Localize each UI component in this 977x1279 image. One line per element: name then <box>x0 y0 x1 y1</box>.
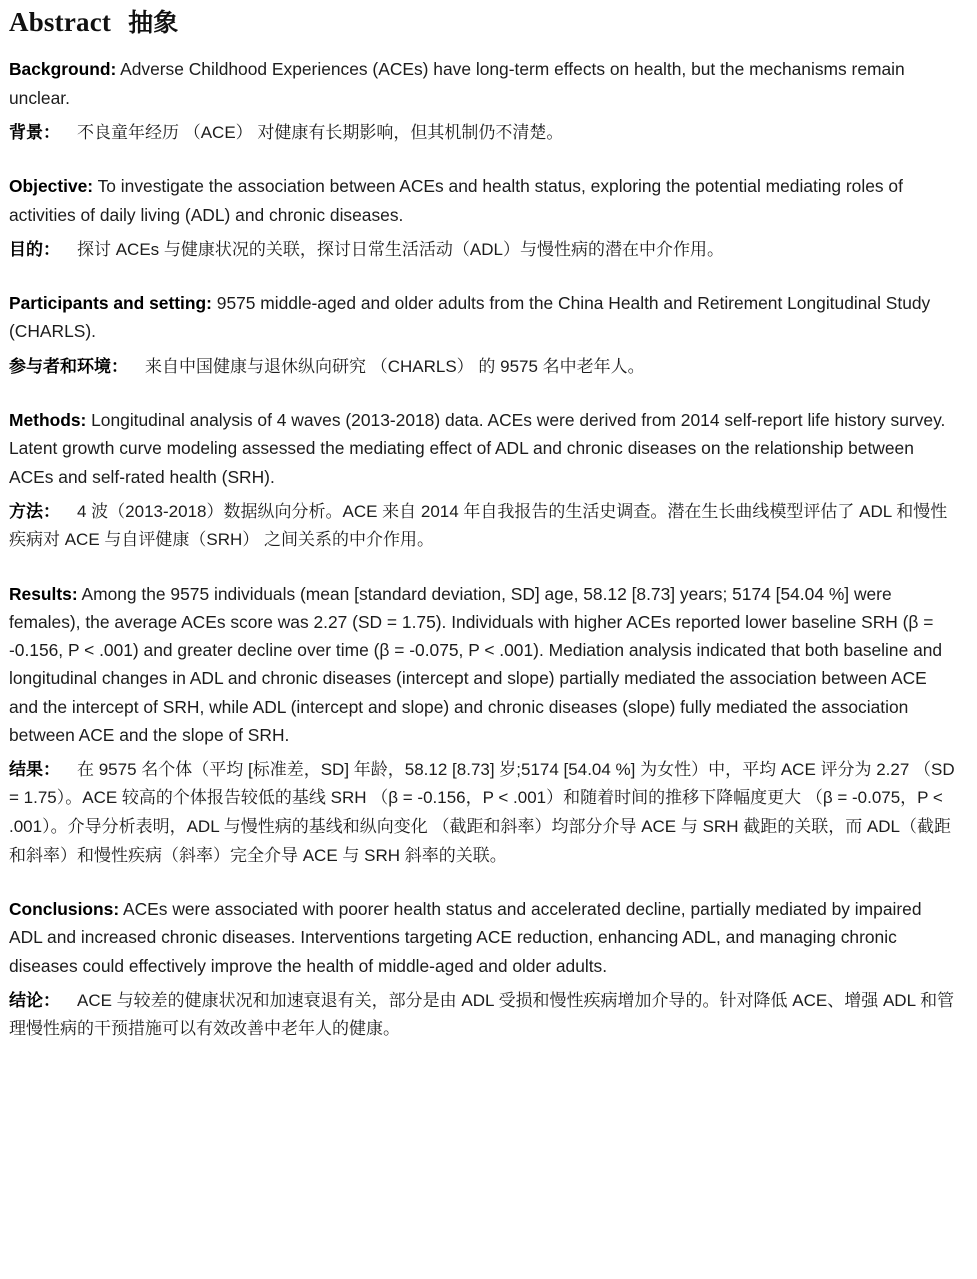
section-results <box>9 580 955 870</box>
results-text-cn: 在 9575 名个体（平均 [标准差，SD] 年龄，58.12 [8.73] 岁;5174 [54.04 %] 为女性）中，平均 ACE 评分为 2.27 （SD = 1.75）。ACE 较高的个体报告较低的基线 SRH （β = -0.156，P < .001）和随着时间的推移下降幅度更大 （β = -0.075，P < .001）。介导分析表明，ADL 与慢性病的基线和纵向变化 （截距和斜率）均部分介导 ACE 与 SRH 截距的关联，而 ADL（截距和斜率）和慢性疾病（斜率）完全介导 ACE 与 SRH 斜率的关联。 <box>9 759 955 865</box>
section-participants-and-setting <box>9 289 955 381</box>
objective-paragraph-en <box>9 172 955 228</box>
participants-paragraph-en <box>9 289 955 345</box>
participants-label-en: Participants and setting: <box>9 293 212 314</box>
background-label-en: Background: <box>9 59 117 80</box>
section-methods <box>9 406 955 555</box>
participants-label-cn: 参与者和环境： <box>9 356 128 376</box>
methods-label-en: Methods: <box>9 410 87 431</box>
results-label-en: Results: <box>9 583 78 604</box>
results-paragraph-en <box>9 580 955 749</box>
page-title <box>9 6 955 38</box>
methods-paragraph-cn <box>9 498 955 555</box>
results-text-en: Among the 9575 individuals (mean [standard deviation, SD] age, 58.12 [8.73] years; 5174 [54.04 %] were females), the average ACEs score was 2.27 (SD = 1.75). Individuals with higher ACEs reported lower baseline SRH (β = -0.156, P < .001) and greater decline over time (β = -0.075, P < .001). Mediation analysis indicated that both baseline and longitudinal changes in ADL and chronic diseases (intercept and slope) partially mediated the association between ACE and the intercept of SRH, while ADL (intercept and slope) and chronic diseases (slope) fully mediated the association between ACE and the slope of SRH. <box>9 583 943 745</box>
section-conclusions <box>9 895 955 1044</box>
objective-label-en: Objective: <box>9 176 94 197</box>
conclusions-label-cn: 结论： <box>9 990 60 1010</box>
objective-text-cn: 探讨 ACEs 与健康状况的关联，探讨日常生活活动（ADL）与慢性病的潜在中介作用。 <box>77 239 724 259</box>
background-paragraph-cn <box>9 119 955 148</box>
methods-text-cn: 4 波（2013-2018）数据纵向分析。ACE 来自 2014 年自我报告的生活史调查。潜在生长曲线模型评估了 ADL 和慢性疾病对 ACE 与自评健康（SRH） 之间关系的中介作用。 <box>9 501 948 550</box>
conclusions-text-cn: ACE 与较差的健康状况和加速衰退有关，部分是由 ADL 受损和慢性疾病增加介导的。针对降低 ACE、增强 ADL 和管理慢性病的干预措施可以有效改善中老年人的健康。 <box>9 990 955 1039</box>
methods-text-en: Longitudinal analysis of 4 waves (2013-2018) data. ACEs were derived from 2014 self-report life history survey. Latent growth curve modeling assessed the mediating effect of ADL and chronic diseases on the relationship between ACEs and self-rated health (SRH). <box>9 410 946 487</box>
background-text-en: Adverse Childhood Experiences (ACEs) have long-term effects on health, but the mechanisms remain unclear. <box>9 59 905 108</box>
participants-paragraph-cn <box>9 353 955 382</box>
section-background <box>9 55 955 147</box>
background-text-cn: 不良童年经历 （ACE） 对健康有长期影响，但其机制仍不清楚。 <box>77 122 564 142</box>
results-paragraph-cn <box>9 756 955 870</box>
results-label-cn: 结果： <box>9 759 60 779</box>
objective-label-cn: 目的： <box>9 239 60 259</box>
page-title-cn: 抽象 <box>128 9 179 37</box>
methods-paragraph-en <box>9 406 955 491</box>
methods-label-cn: 方法： <box>9 501 60 521</box>
conclusions-paragraph-en <box>9 895 955 980</box>
background-label-cn: 背景： <box>9 122 60 142</box>
page-title-en: Abstract <box>9 7 112 37</box>
conclusions-paragraph-cn <box>9 987 955 1044</box>
participants-text-cn: 来自中国健康与退休纵向研究 （CHARLS） 的 9575 名中老年人。 <box>145 356 645 376</box>
conclusions-label-en: Conclusions: <box>9 899 120 920</box>
section-objective <box>9 172 955 264</box>
objective-paragraph-cn <box>9 236 955 265</box>
background-paragraph-en <box>9 55 955 111</box>
participants-text-en: 9575 middle-aged and older adults from the China Health and Retirement Longitudinal Study (CHARLS). <box>9 293 931 342</box>
objective-text-en: To investigate the association between ACEs and health status, exploring the potential mediating roles of activities of daily living (ADL) and chronic diseases. <box>9 176 903 225</box>
conclusions-text-en: ACEs were associated with poorer health status and accelerated decline, partially mediated by impaired ADL and increased chronic diseases. Interventions targeting ACE reduction, enhancing ADL, and managing chronic diseases could effectively improve the health of middle-aged and older adults. <box>9 899 922 976</box>
